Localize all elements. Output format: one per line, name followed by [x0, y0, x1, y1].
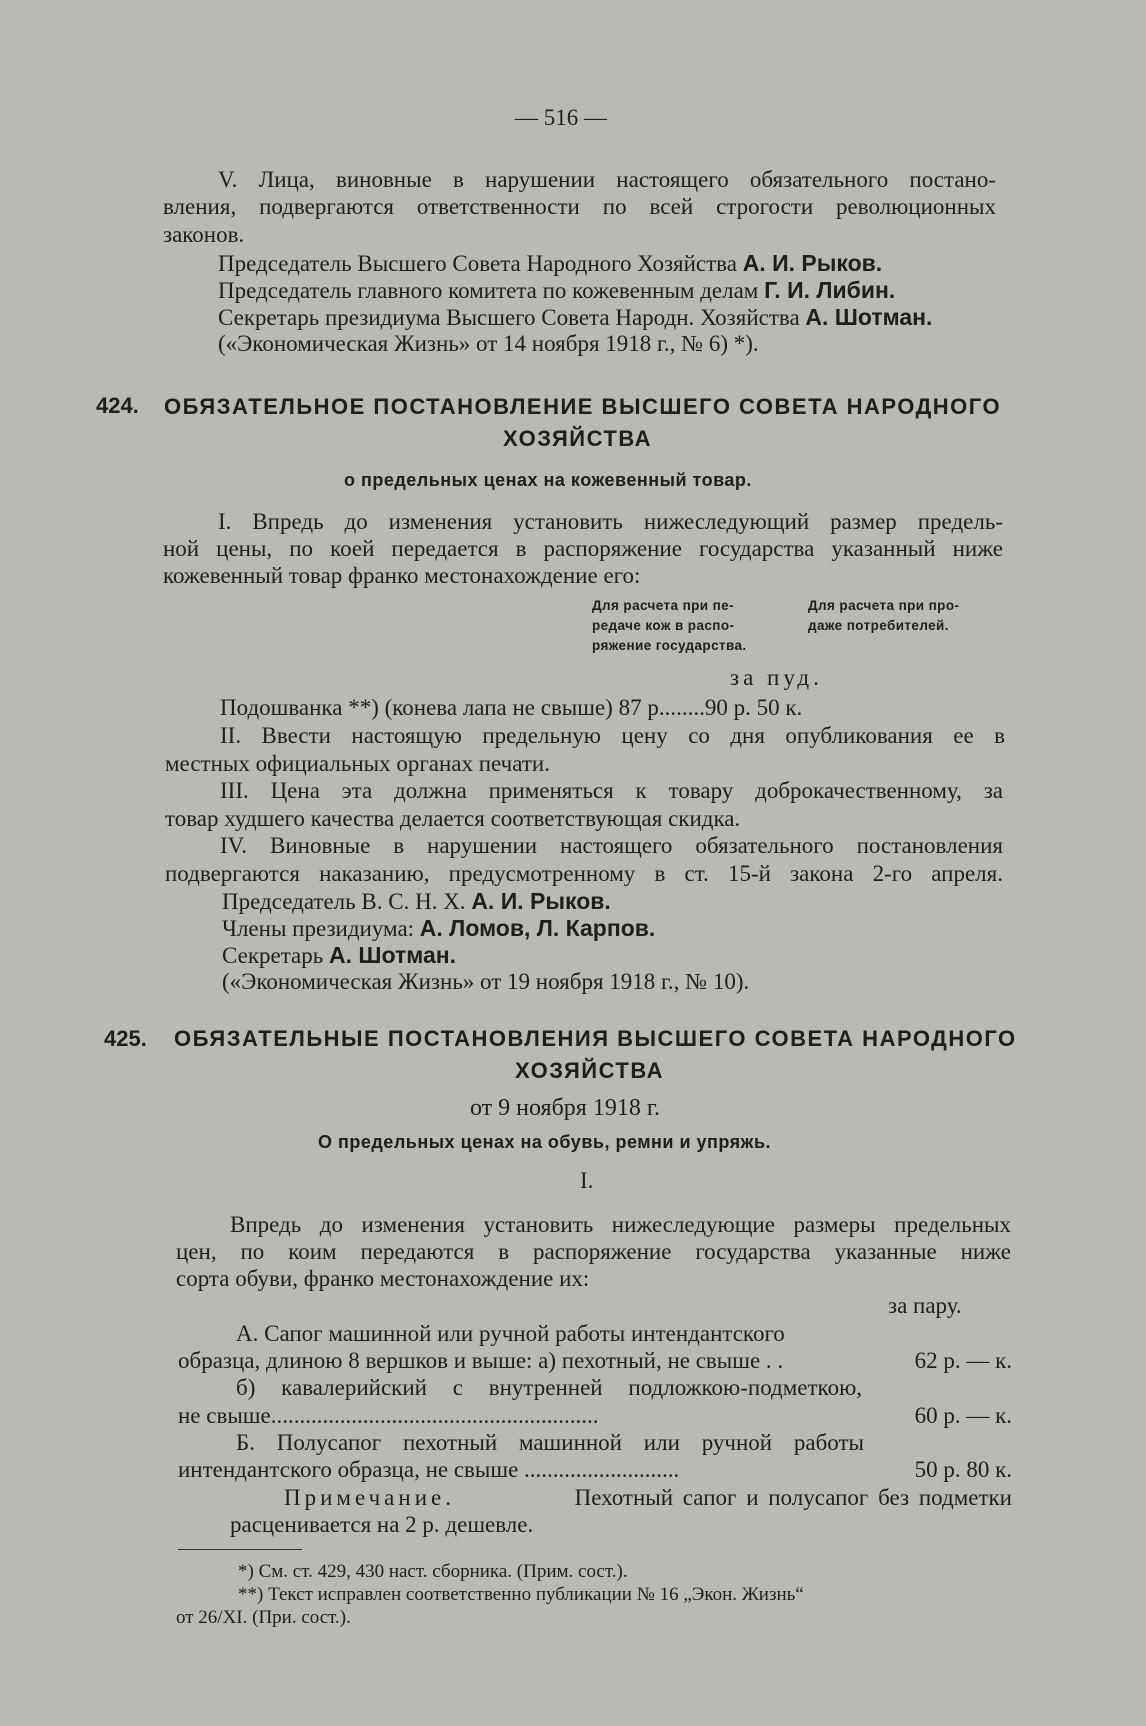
footnote-1: *) См. ст. 429, 430 наст. сборника. (Прим. сост.). — [238, 1561, 628, 1582]
item-price-state: 87 р. — [618, 695, 665, 720]
sec424-clause-iv-line-2: подвергаются наказанию, предусмотренному в ст. 15-й закона 2-го апреля. — [165, 861, 1003, 886]
signature-label: Председатель главного комитета по кожевенным делам — [218, 278, 759, 303]
intro-clause-v-line-2: вления, подвергаются ответственности по всей строгости революционных — [163, 194, 996, 219]
sec424-clause-ii-line-2: местных официальных органах печати. — [165, 751, 550, 776]
item-label: образца, длиною 8 вершков и выше: а) пехотный, не свыше . . — [178, 1348, 784, 1373]
sec425-intro-line-2: цен, по коим передаются в распоряжение государства указанные ниже — [176, 1239, 1011, 1264]
sec425-unit-label: за пару. — [888, 1293, 962, 1318]
section-424-number: 424. — [96, 393, 139, 418]
section-425-title-line-1: ОБЯЗАТЕЛЬНЫЕ ПОСТАНОВЛЕНИЯ ВЫСШЕГО СОВЕТА НАРОДНОГО — [174, 1026, 1017, 1051]
intro-source: («Экономическая Жизнь» от 14 ноября 1918 г., № 6) *). — [218, 331, 759, 356]
sec424-clause-iii-line-2: товар худшего качества делается соответствующая скидка. — [165, 806, 741, 831]
item-label: интендантского образца, не свыше — [178, 1457, 519, 1482]
price-column-header-consumer — [808, 596, 959, 636]
sec425-intro-line-3: сорта обуви, франко местонахождение их: — [176, 1266, 590, 1291]
sec425-item-c-line-1: Б. Полусапог пехотный машинной или ручной работы — [236, 1430, 864, 1455]
sec424-signature-1 — [222, 887, 611, 916]
sec424-clause-iv-line-1: IV. Виновные в нарушении настоящего обязательного постановления — [220, 833, 1003, 858]
intro-clause-v-line-3: законов. — [163, 222, 245, 247]
section-425-title-line-2: ХОЗЯЙСТВА — [515, 1058, 665, 1083]
note-label: Примечание. — [284, 1485, 455, 1510]
item-price-consumer: 90 р. 50 к. — [704, 695, 803, 720]
sec425-intro-line-1: Впредь до изменения установить нижеследующие размеры предельных — [230, 1212, 1011, 1237]
column-header-line: Для расчета при про- — [808, 598, 960, 613]
sec424-price-item — [220, 694, 802, 722]
sec424-clause-i-line-2: ной цены, по коей передается в распоряжение государства указанный ниже — [163, 536, 1003, 561]
section-424-title-line-1: ОБЯЗАТЕЛЬНОЕ ПОСТАНОВЛЕНИЕ ВЫСШЕГО СОВЕТА НАРОДНОГО — [164, 394, 1002, 419]
sec425-item-a-line-2 — [178, 1347, 1012, 1375]
footnote-separator — [178, 1549, 302, 1550]
sec425-item-b-line-2 — [178, 1402, 1012, 1430]
signature-name: А. И. Рыков. — [742, 250, 883, 276]
sec424-clause-i-line-3: кожевенный товар франко местонахождение его: — [163, 563, 641, 588]
sec424-unit-label: за пуд. — [730, 665, 823, 690]
sec424-signature-3 — [222, 941, 456, 970]
column-header-line: редаче кож в распо- — [592, 618, 735, 633]
intro-signature-2 — [218, 276, 895, 305]
item-price: 50 р. 80 к. — [909, 1456, 1012, 1484]
intro-signature-3 — [218, 303, 932, 332]
signature-label: Председатель Высшего Совета Народного Хозяйства — [218, 251, 737, 276]
sec425-note-line-2: расценивается на 2 р. дешевле. — [230, 1512, 534, 1537]
sec424-source: («Экономическая Жизнь» от 19 ноября 1918 г., № 10). — [222, 969, 750, 994]
section-425-number: 425. — [104, 1026, 147, 1051]
section-424-subtitle: о предельных ценах на кожевенный товар. — [344, 470, 752, 490]
leader-dots: ......................................................... — [270, 1403, 599, 1428]
column-header-line: даже потребителей. — [808, 618, 949, 633]
sec424-clause-ii-line-1: II. Ввести настоящую предельную цену со дня опубликования ее в — [220, 723, 1005, 748]
leader-dots: ....... — [664, 695, 705, 720]
section-425-subtitle: О предельных ценах на обувь, ремни и упряжь. — [318, 1132, 772, 1152]
sec424-clause-iii-line-1: III. Цена эта должна применяться к товару доброкачественному, за — [220, 778, 1003, 803]
note-text: Пехотный сапог и полусапог без подметки — [574, 1485, 1012, 1510]
signature-name: А. Шотман. — [329, 942, 457, 968]
column-header-line: ряжение государства. — [592, 638, 747, 653]
sec425-item-a-line-1: А. Сапог машинной или ручной работы интендантского — [236, 1321, 785, 1346]
signature-label: Председатель В. С. Н. Х. — [222, 889, 466, 914]
section-425-date: от 9 ноября 1918 г. — [470, 1095, 660, 1121]
signature-name: Г. И. Либин. — [764, 277, 896, 303]
footnote-2-line-2: от 26/XI. (При. сост.). — [176, 1607, 351, 1628]
signature-label: Члены президиума: — [222, 916, 415, 941]
signature-name: А. Ломов, Л. Карпов. — [419, 915, 656, 941]
item-label: Подошванка **) (конева лапа не свыше) — [220, 695, 613, 720]
leader-dots: ........................... — [524, 1457, 680, 1482]
item-price: 60 р. — к. — [909, 1402, 1012, 1430]
section-425-part-number: I. — [580, 1168, 594, 1193]
sec424-clause-i-line-1: I. Впредь до изменения установить нижеследующий размер предель- — [218, 509, 1003, 534]
price-column-header-state — [592, 596, 747, 656]
signature-label: Секретарь президиума Высшего Совета Народн. Хозяйства — [218, 305, 800, 330]
page-number: — 516 — — [515, 105, 607, 130]
sec425-note-line-1 — [284, 1484, 1012, 1512]
section-424-title-line-2: ХОЗЯЙСТВА — [503, 426, 653, 451]
item-price: 62 р. — к. — [914, 1348, 1012, 1373]
sec425-item-b-line-1: б) кавалерийский с внутренней подложкою-подметкою, — [236, 1375, 862, 1400]
signature-label: Секретарь — [222, 943, 324, 968]
signature-name: А. И. Рыков. — [471, 888, 611, 914]
sec424-signature-2 — [222, 914, 655, 943]
item-label: не свыше — [178, 1403, 271, 1428]
signature-name: А. Шотман. — [805, 304, 933, 330]
intro-signature-1 — [218, 249, 882, 278]
footnote-2-line-1: **) Текст исправлен соответственно публикации № 16 „Экон. Жизнь“ — [238, 1584, 804, 1605]
column-header-line: Для расчета при пе- — [592, 598, 734, 613]
intro-clause-v-line-1: V. Лица, виновные в нарушении настоящего обязательного постано- — [218, 167, 996, 192]
sec425-item-c-line-2 — [178, 1456, 1012, 1484]
